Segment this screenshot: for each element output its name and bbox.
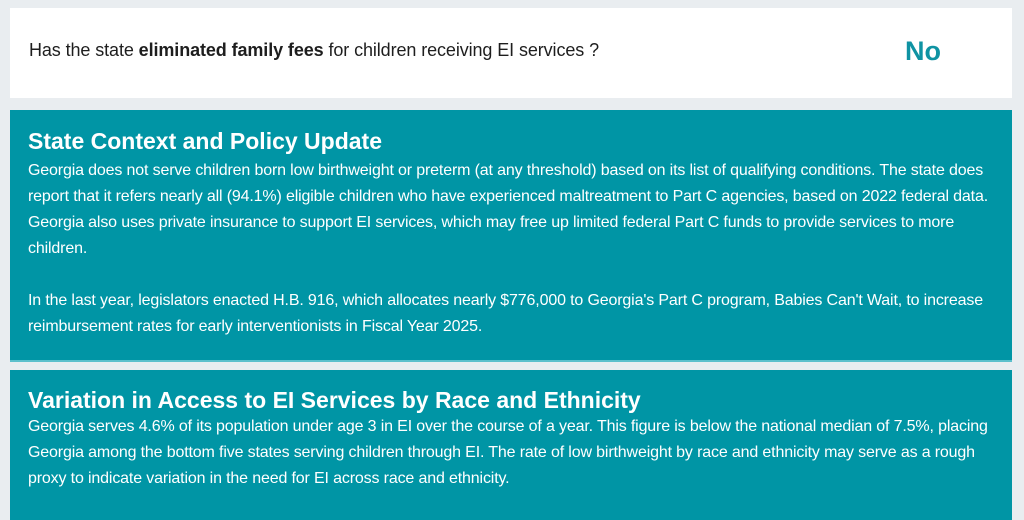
race-ethnicity-panel	[10, 370, 1012, 520]
question-emphasis: eliminated family fees	[138, 40, 324, 60]
question-suffix: for children receiving EI services ?	[323, 40, 599, 60]
state-context-paragraph-1: Georgia does not serve children born low birthweight or preterm (at any threshold) based on its list of qualifying conditions. The state does report that it refers nearly all (94.1%) eligible children who have experienced maltreatment to Part C agencies, based on 2022 federal data. Georgia also uses private insurance to support EI services, which may free up limited federal Part C funds to provide services to more children.	[28, 162, 989, 257]
state-context-title: State Context and Policy Update	[28, 128, 383, 154]
question-text	[29, 40, 599, 61]
question-prefix: Has the state	[29, 40, 139, 60]
answer-value: No	[905, 36, 941, 66]
race-ethnicity-paragraph: Georgia serves 4.6% of its population under age 3 in EI over the course of a year. This figure is below the national median of 7.5%, placing Georgia among the bottom five states serving children through EI. The rate of low birthweight by race and ethnicity may serve as a rough proxy to indicate variation in the need for EI across race and ethnicity.	[28, 418, 988, 487]
state-context-panel	[10, 110, 1012, 362]
family-fees-question-card	[10, 8, 1012, 98]
state-context-paragraph-2: In the last year, legislators enacted H.B. 916, which allocates nearly $776,000 to Georgia's Part C program, Babies Can't Wait, to increase reimbursement rates for early interventionists in Fiscal Year 2025.	[28, 292, 983, 335]
race-ethnicity-title: Variation in Access to EI Services by Race and Ethnicity	[28, 387, 641, 413]
